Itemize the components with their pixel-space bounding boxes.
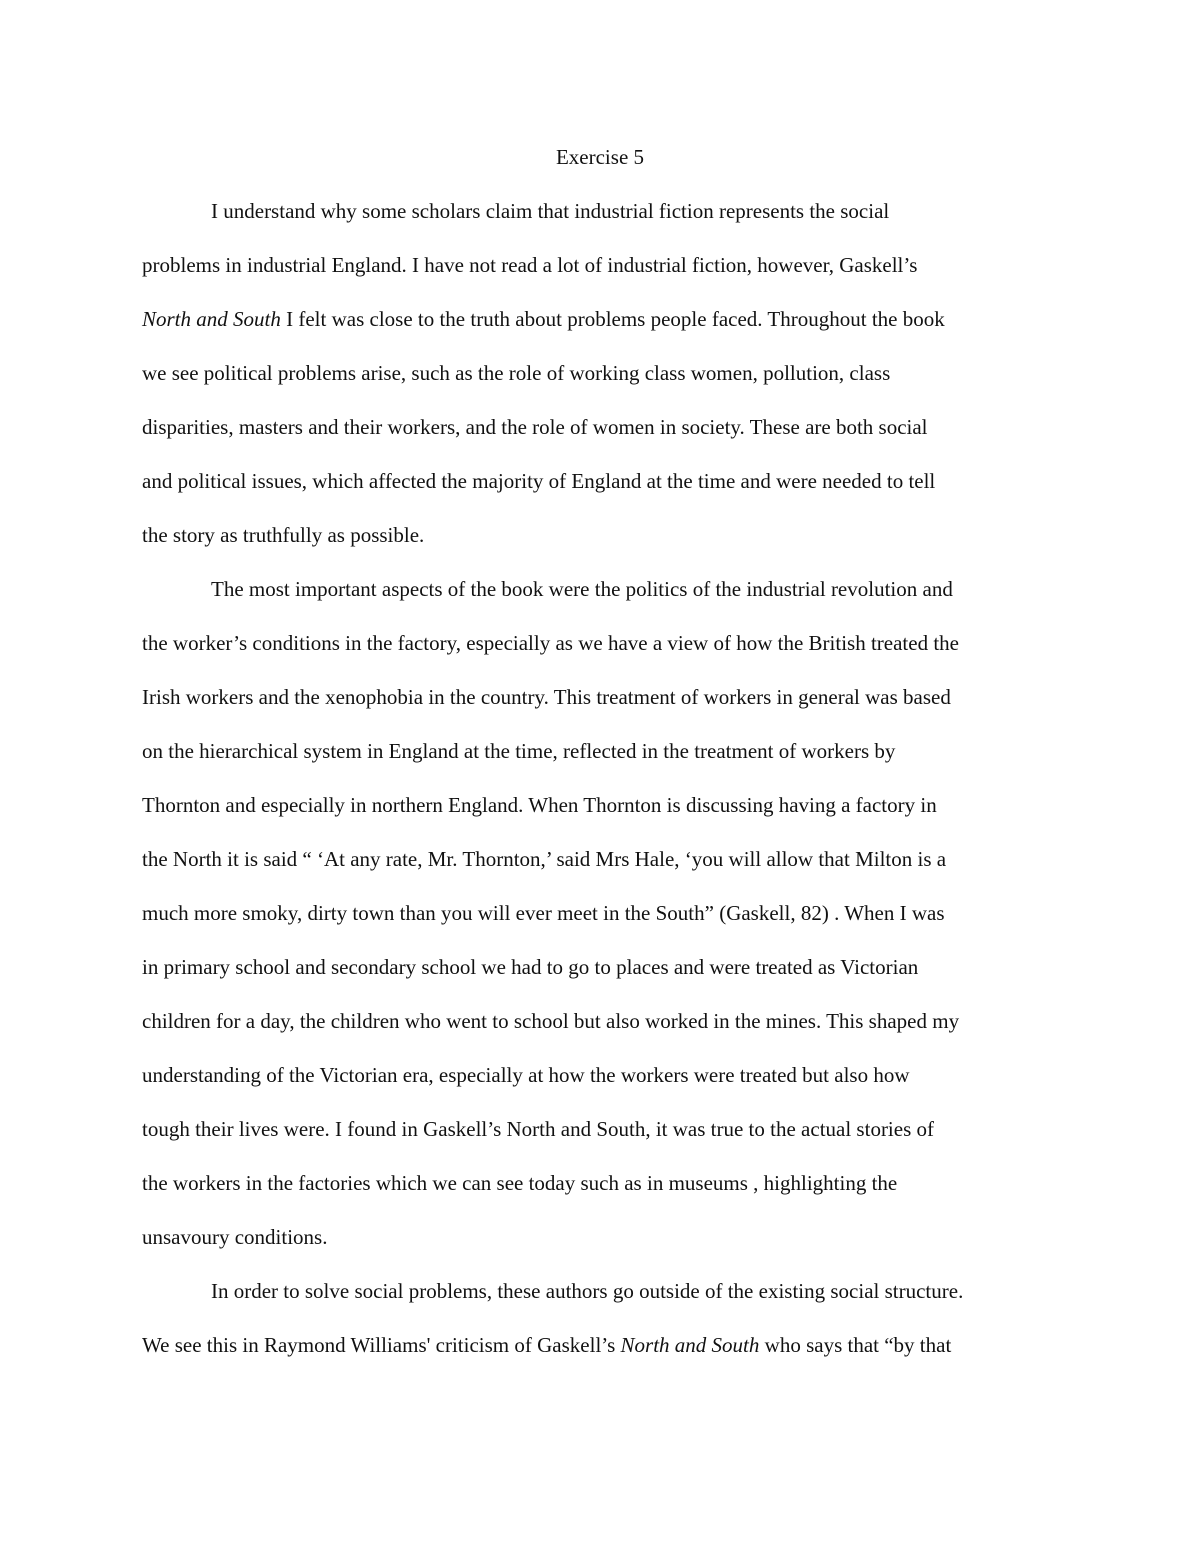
paragraph-2-line-5: Thornton and especially in northern England. When Thornton is discussing having a factory in (142, 793, 937, 817)
book-title-italic: North and South (142, 307, 281, 331)
paragraph-2-line-6: the North it is said “ ‘At any rate, Mr. Thornton,’ said Mrs Hale, ‘you will allow that Milton is a (142, 847, 947, 871)
paragraph-1-line-4: we see political problems arise, such as the role of working class women, pollution, class (142, 361, 891, 385)
paragraph-2-line-11: tough their lives were. I found in Gaskell’s North and South, it was true to the actual stories of (142, 1117, 935, 1141)
paragraph-2-line-7: much more smoky, dirty town than you will ever meet in the South” (Gaskell, 82) . When I was (142, 901, 945, 925)
paragraph-3-line-1: In order to solve social problems, these authors go outside of the existing social structure. (211, 1279, 964, 1303)
paragraph-2-line-2: the worker’s conditions in the factory, especially as we have a view of how the British treated the (142, 631, 959, 655)
paragraph-1-line-3: North and South I felt was close to the truth about problems people faced. Throughout the book (142, 307, 945, 331)
book-title-italic: North and South (620, 1333, 760, 1357)
paragraph-1-line-5: disparities, masters and their workers, and the role of women in society. These are both social (142, 415, 928, 439)
paragraph-1-line-2: problems in industrial England. I have not read a lot of industrial fiction, however, Gaskell’s (142, 253, 918, 277)
paragraph-2-line-9: children for a day, the children who went to school but also worked in the mines. This shaped my (142, 1009, 960, 1033)
paragraph-2-line-12: the workers in the factories which we can see today such as in museums , highlighting the (142, 1171, 898, 1195)
paragraph-1-line-7: the story as truthfully as possible. (142, 523, 425, 547)
paragraph-3-line-2: We see this in Raymond Williams' criticism of Gaskell’s North and South who says that “by that (142, 1333, 952, 1357)
paragraph-2-line-13: unsavoury conditions. (142, 1225, 328, 1249)
document-title: Exercise 5 (555, 145, 645, 169)
paragraph-2-line-1: The most important aspects of the book were the politics of the industrial revolution and (211, 577, 953, 601)
paragraph-2-line-3: Irish workers and the xenophobia in the country. This treatment of workers in general was based (142, 685, 951, 709)
paragraph-2-line-8: in primary school and secondary school we had to go to places and were treated as Victorian (142, 955, 919, 979)
paragraph-2-line-10: understanding of the Victorian era, especially at how the workers were treated but also how (142, 1063, 910, 1087)
paragraph-1-line-1: I understand why some scholars claim that industrial fiction represents the social (211, 199, 890, 223)
paragraph-1-line-6: and political issues, which affected the majority of England at the time and were needed to tell (142, 469, 936, 493)
paragraph-2-line-4: on the hierarchical system in England at the time, reflected in the treatment of workers by (142, 739, 896, 763)
